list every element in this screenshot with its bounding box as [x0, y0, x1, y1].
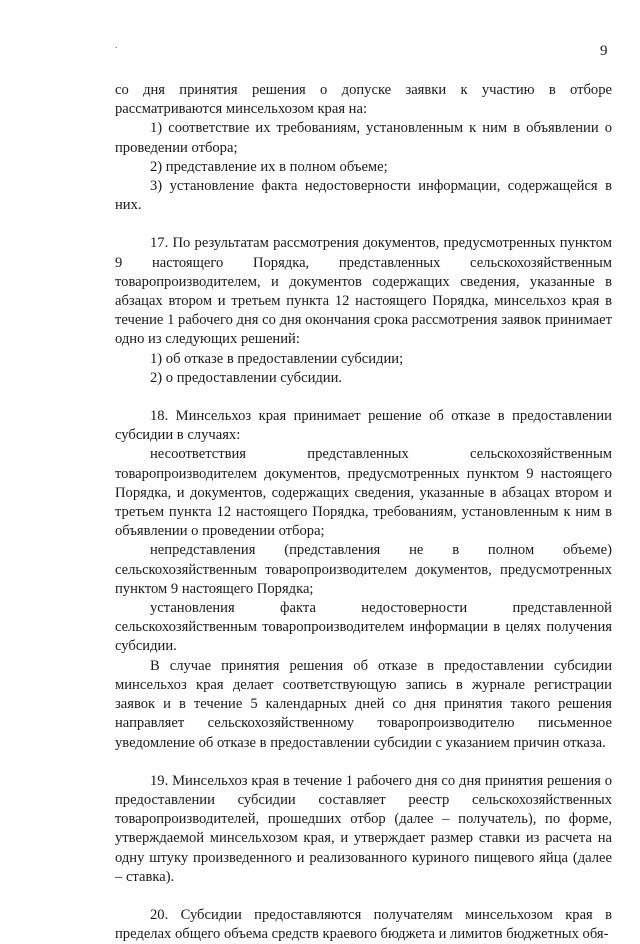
paragraph: 19. Минсельхоз края в течение 1 рабочего дня со дня принятия решения о предоставлении субсидии составляет реестр сельскохозяйственных товаропроизводителей, прошедших отбор (далее – получатель), по форме, утверждаемой минсельхозом края, и утверждает размер ставки из расчета на одну штуку произведенного и реализованного куриного пищевого яйца (далее – ставка).: [115, 772, 612, 885]
paragraph: несоответствия представленных сельскохозяйственным товаропроизводителем документов, предусмотренных пунктом 9 настоящего Порядка, и документов, содержащих сведения, указанные в абзацах втором и третьем пункта 12 настоящего Порядка, требованиям, установленным к ним в объявлении о проведении отбора;: [115, 446, 612, 540]
paragraph: В случае принятия решения об отказе в предоставлении субсидии минсельхоз края делает соответствующую запись в журнале регистрации заявок и в течение 5 календарных дней со дня принятия такого решения направляет сельскохозяйственному товаропроизводителю письменное уведомление об отказе в предоставлении субсидии с указанием причин отказа.: [115, 657, 612, 751]
paragraph: 18. Минсельхоз края принимает решение об отказе в предоставлении субсидии в случаях:: [115, 408, 612, 444]
paragraph: 1) соответствие их требованиям, установленным к ним в объявлении о проведении отбора;: [115, 120, 612, 156]
paragraph: 1) об отказе в предоставлении субсидии;: [150, 350, 404, 367]
paragraph: 3) установление факта недостоверности информации, содержащейся в них.: [115, 178, 612, 214]
paragraph: 2) о предоставлении субсидии.: [150, 369, 343, 386]
paragraph: со дня принятия решения о допуске заявки к участию в отборе рассматриваются минсельхозом края на:: [115, 82, 612, 118]
paragraph: 2) представление их в полном объеме;: [150, 158, 388, 175]
paragraph: 17. По результатам рассмотрения документов, предусмотренных пунктом 9 настоящего Порядка, представленных сельскохозяйственным товаропроизводителем, и документов содержащих сведения, указанные в абзацах втором и третьем пункта 12 настоящего Порядка, минсельхоз края в течение 1 рабочего дня со дня окончания срока рассмотрения заявок принимает одно из следующих решений:: [115, 235, 612, 348]
document-body: [115, 81, 612, 944]
paragraph: непредставления (представления не в полном объеме) сельскохозяйственным товаропроизводителем документов, предусмотренных пунктом 9 настоящего Порядка;: [115, 542, 612, 597]
scan-mark: .: [115, 40, 118, 51]
page-number: 9: [600, 43, 608, 59]
paragraph: установления факта недостоверности представленной сельскохозяйственным товаропроизводителем информации в целях получения субсидии.: [115, 600, 612, 655]
paragraph: 20. Субсидии предоставляются получателям минсельхозом края в пределах общего объема средств краевого бюджета и лимитов бюджетных обя-: [115, 906, 612, 943]
